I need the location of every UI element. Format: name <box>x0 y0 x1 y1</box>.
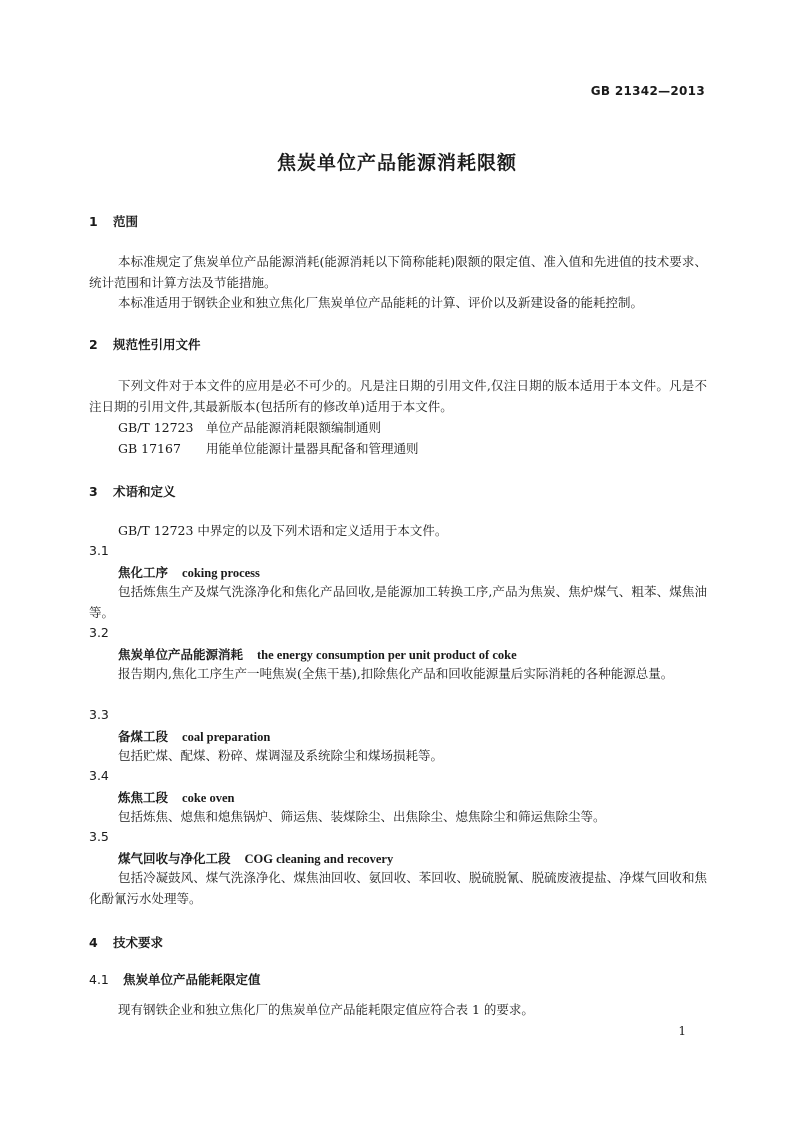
reference-name: 用能单位能源计量器具配备和管理通则 <box>206 441 419 456</box>
reference-name: 单位产品能源消耗限额编制通则 <box>206 420 382 435</box>
term-definition: 包括炼焦生产及煤气洗涤净化和焦化产品回收,是能源加工转换工序,产品为焦炭、焦炉煤气、粗苯、煤焦油等。 <box>89 584 707 620</box>
term-zh: 焦化工序 <box>118 565 169 580</box>
term-heading <box>118 727 270 745</box>
standard-number: GB 21342—2013 <box>590 84 705 98</box>
section-number: 1 <box>89 214 98 229</box>
term-en: coal preparation <box>182 730 271 744</box>
reference-code: GB/T 12723 <box>118 420 194 435</box>
section-title: 技术要求 <box>113 935 164 950</box>
subsection-4-1-paragraph: 现有钢铁企业和独立焦化厂的焦炭单位产品能耗限定值应符合表 1 的要求。 <box>118 1002 534 1017</box>
term-heading <box>118 788 234 806</box>
document-title: 焦炭单位产品能源消耗限额 <box>276 152 517 174</box>
term-zh: 备煤工段 <box>118 729 169 744</box>
term-en: COG cleaning and recovery <box>244 852 394 866</box>
term-en: coking process <box>182 566 260 580</box>
term-definition: 包括贮煤、配煤、粉碎、煤调湿及系统除尘和煤场损耗等。 <box>118 748 444 763</box>
term-heading <box>118 645 517 663</box>
reference-item <box>118 439 419 457</box>
term-definition: 报告期内,焦化工序生产一吨焦炭(全焦干基),扣除焦化产品和回收能源量后实际消耗的各种能源总量。 <box>118 666 674 681</box>
term-number: 3.1 <box>89 543 109 558</box>
section-1-paragraph-1: 本标准规定了焦炭单位产品能源消耗(能源消耗以下简称能耗)限额的限定值、准入值和先进值的技术要求、统计范围和计算方法及节能措施。 <box>89 254 707 290</box>
section-number: 2 <box>89 337 98 352</box>
subsection-title: 焦炭单位产品能耗限定值 <box>123 972 261 987</box>
term-zh: 煤气回收与净化工段 <box>118 851 231 866</box>
section-3-intro: GB/T 12723 中界定的以及下列术语和定义适用于本文件。 <box>118 523 448 538</box>
term-zh: 炼焦工段 <box>118 790 169 805</box>
subsection-number: 4.1 <box>89 972 109 987</box>
term-zh: 焦炭单位产品能源消耗 <box>118 647 244 662</box>
section-4-heading <box>89 933 163 951</box>
section-title: 范围 <box>113 214 139 229</box>
subsection-4-1-heading <box>89 970 261 988</box>
section-1-heading <box>89 212 138 230</box>
reference-item <box>118 418 381 436</box>
reference-code: GB 17167 <box>118 441 181 456</box>
section-2-paragraph-1: 下列文件对于本文件的应用是必不可少的。凡是注日期的引用文件,仅注日期的版本适用于本文件。凡是不注日期的引用文件,其最新版本(包括所有的修改单)适用于本文件。 <box>89 378 707 414</box>
term-en: coke oven <box>182 791 235 805</box>
term-definition: 包括炼焦、熄焦和熄焦锅炉、筛运焦、装煤除尘、出焦除尘、熄焦除尘和筛运焦除尘等。 <box>118 809 606 824</box>
section-title: 规范性引用文件 <box>113 337 201 352</box>
section-3-heading <box>89 482 176 500</box>
page-number: 1 <box>678 1024 686 1038</box>
section-title: 术语和定义 <box>113 484 176 499</box>
term-number: 3.3 <box>89 707 109 722</box>
term-number: 3.2 <box>89 625 109 640</box>
term-en: the energy consumption per unit product of coke <box>257 648 517 662</box>
term-number: 3.4 <box>89 768 109 783</box>
section-number: 4 <box>89 935 98 950</box>
term-number: 3.5 <box>89 829 109 844</box>
section-2-heading <box>89 335 201 353</box>
section-1-paragraph-2: 本标准适用于钢铁企业和独立焦化厂焦炭单位产品能耗的计算、评价以及新建设备的能耗控制。 <box>118 295 644 310</box>
term-heading <box>118 849 393 867</box>
term-definition: 包括冷凝鼓风、煤气洗涤净化、煤焦油回收、氨回收、苯回收、脱硫脱氰、脱硫废液提盐、净煤气回收和焦化酚氰污水处理等。 <box>89 870 707 906</box>
term-heading <box>118 563 260 581</box>
section-number: 3 <box>89 484 98 499</box>
